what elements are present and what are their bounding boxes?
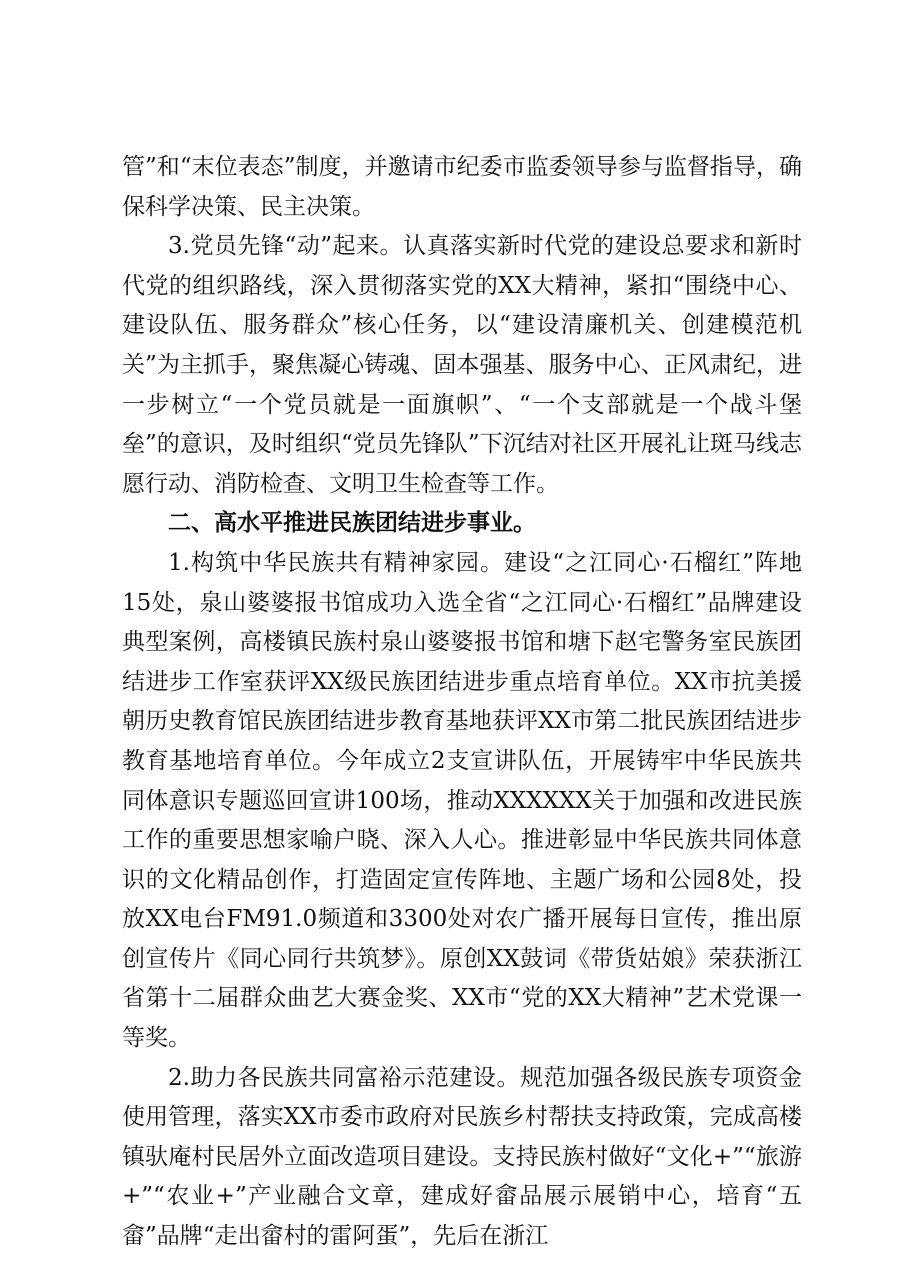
common-prosperity-paragraph: 2.助力各民族共同富裕示范建设。规范加强各级民族专项资金使用管理，落实XX市委市政府对民族乡村帮扶支持政策，完成高楼镇驮庵村民居外立面改造项目建设。支持民族村做好“文化+”“旅游+”“农业+”产业融合文章，建成好畲品展示展销中心，培育“五畲”品牌“走出畲村的雷阿蛋”，先后在浙江 bbox=[122, 1064, 802, 1250]
party-member-vanguard-paragraph: 3.党员先锋“动”起来。认真落实新时代党的建设总要求和新时代党的组织路线，深入贯彻落实党的XX大精神，紧扣“围绕中心、建设队伍、服务群众”核心任务，以“建设清廉机关、创建模范机关”为主抓手，聚焦凝心铸魂、固本强基、服务中心、正风肃纪，进一步树立“一个党员就是一面旗帜”、“一个支部就是一个战斗堡垒”的意识，及时组织“党员先锋队”下沉结对社区开展礼让斑马线志愿行动、消防检查、文明卫生检查等工作。 bbox=[122, 233, 802, 497]
continuation-paragraph: 管”和“末位表态”制度，并邀请市纪委市监委领导参与监督指导，确保科学决策、民主决策。 bbox=[122, 154, 802, 220]
spiritual-home-paragraph: 1.构筑中华民族共有精神家园。建设“之江同心·石榴红”阵地15处，泉山婆婆报书馆成功入选全省“之江同心·石榴红”品牌建设典型案例，高楼镇民族村泉山婆婆报书馆和塘下赵宅警务室民族团结进步工作室获评XX级民族团结进步重点培育单位。XX市抗美援朝历史教育馆民族团结进步教育基地获评XX市第二批民族团结进步教育基地培育单位。今年成立2支宣讲队伍，开展铸牢中华民族共同体意识专题巡回宣讲100场，推动XXXXXX关于加强和改进民族工作的重要思想家喻户晓、深入人心。推进彰显中华民族共同体意识的文化精品创作，打造固定宣传阵地、主题广场和公园8处，投放XX电台FM91.0频道和3300处对农广播开展每日宣传，推出原创宣传片《同心同行共筑梦》。原创XX鼓词《带货姑娘》荣获浙江省第十二届群众曲艺大赛金奖、XX市“党的XX大精神”艺术党课一等奖。 bbox=[122, 549, 802, 1052]
document-body bbox=[122, 148, 802, 1257]
section-heading: 二、高水平推进民族团结进步事业。 bbox=[168, 510, 536, 537]
